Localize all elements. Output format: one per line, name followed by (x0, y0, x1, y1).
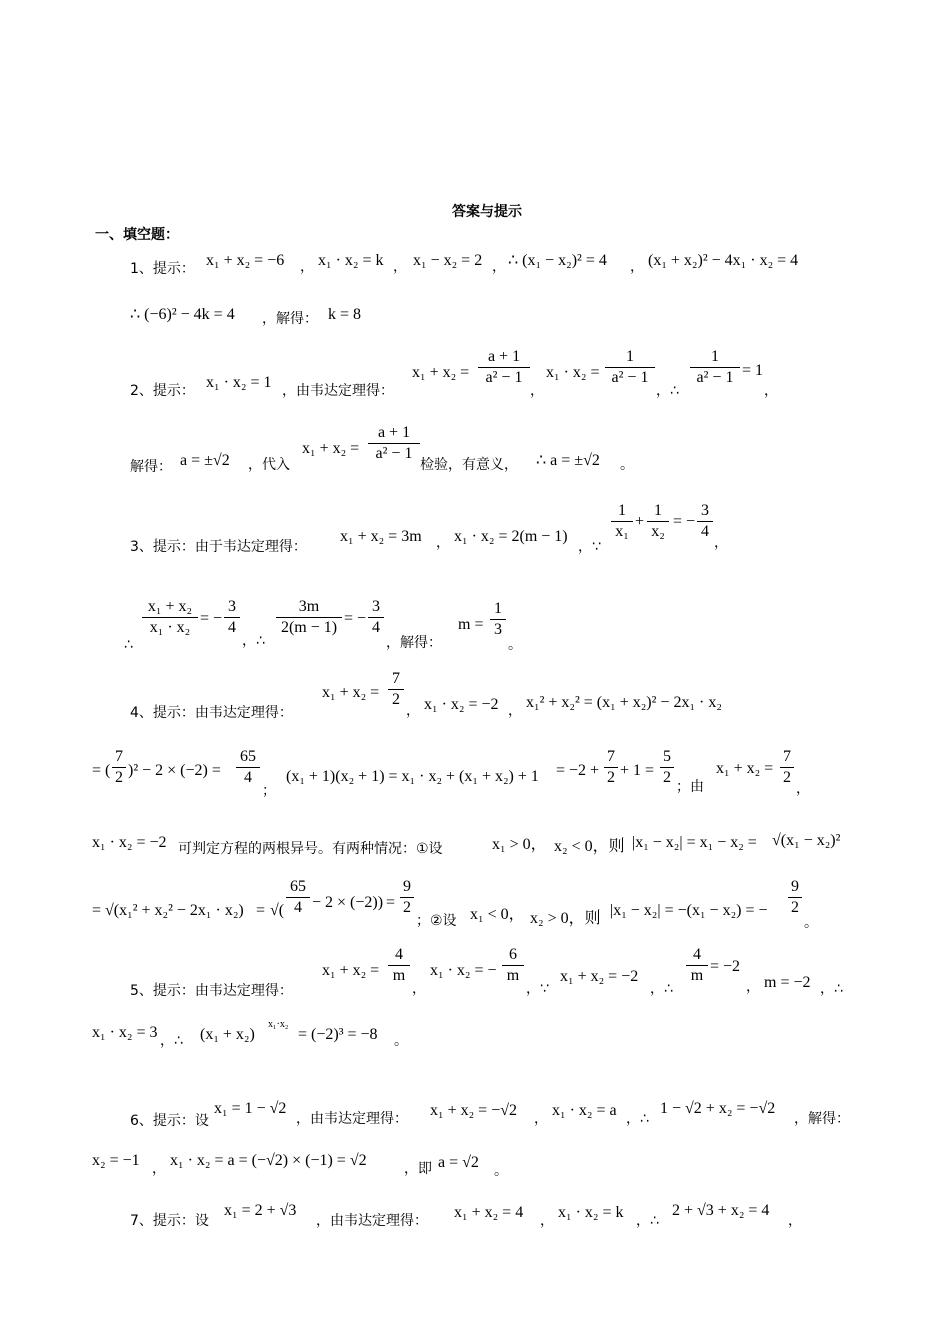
separator: ， (152, 1161, 166, 1177)
fraction (660, 748, 674, 787)
math-expr: x₁ · x₂ = (546, 364, 600, 381)
fraction (368, 598, 384, 637)
numerator: 1 (654, 502, 662, 519)
numerator: a + 1 (487, 348, 521, 365)
math-expr: (x₁ + x₂)² − 4x₁ · x₂ = 4 (648, 252, 799, 269)
separator: ， (492, 259, 506, 275)
because: ，∵ (526, 981, 549, 997)
denominator: m (690, 967, 704, 984)
fraction (604, 748, 618, 787)
numerator: 3 (701, 502, 709, 519)
separator: ， (393, 259, 407, 275)
text: ，即 (404, 1161, 432, 1177)
numerator: 7 (607, 748, 615, 765)
math-expr: x₁ + x₂ = (322, 962, 380, 979)
numerator: 65 (290, 878, 306, 895)
separator: ， (630, 259, 644, 275)
math-expr: x₂ = −1 (92, 1152, 140, 1169)
math-expr: 1 − √2 + x₂ = −√2 (660, 1100, 776, 1117)
math-expr: = −2 (710, 958, 741, 975)
math-expr: (x₁ + 1)(x₂ + 1) = x₁ · x₂ + (x₁ + x₂) + 1 (286, 768, 539, 785)
math-expr: m = (458, 616, 484, 633)
problem-3-label: 3、提示：由于韦达定理得： (130, 539, 307, 555)
separator: ， (534, 1111, 548, 1127)
numerator: 1 (494, 600, 502, 617)
fraction (690, 348, 740, 387)
text: ，解得： (794, 1111, 850, 1127)
denominator: x₁ (615, 523, 629, 540)
fraction (647, 502, 669, 541)
math-expr: ∴ (x₁ − x₂)² = 4 (508, 252, 607, 269)
denominator: 3 (494, 621, 502, 638)
period: 。 (394, 1033, 408, 1049)
math-expr: 2 + √3 + x₂ = 4 (672, 1202, 770, 1219)
separator: ， (714, 535, 728, 551)
numerator: x₁ + x₂ (147, 598, 193, 615)
numerator: 1 (626, 348, 634, 365)
math-expr: x₁ + x₂ = (716, 760, 774, 777)
numerator: 9 (403, 878, 411, 895)
numerator: 7 (783, 748, 791, 765)
text: ，由韦达定理得： (282, 383, 394, 399)
math-expr: = ( (92, 762, 111, 779)
text: ；②设 (416, 913, 457, 929)
numerator: 7 (392, 670, 400, 687)
math-expr: x₁ · x₂ = 1 (206, 374, 272, 391)
separator: ， (508, 703, 522, 719)
math-expr: + 1 = (620, 762, 655, 779)
denominator: 2 (403, 899, 411, 916)
math-expr: x₁ = 1 − √2 (214, 1100, 287, 1117)
math-expr: x₁ + x₂ = −√2 (430, 1102, 518, 1119)
math-expr: = −2 + (556, 762, 600, 779)
numerator: 5 (663, 748, 671, 765)
math-expr: x₁ · x₂ = 3 (92, 1024, 158, 1041)
math-expr: k = 8 (328, 306, 362, 323)
numerator: 6 (509, 946, 517, 963)
fraction (686, 946, 708, 985)
math-expr: = − (200, 610, 223, 627)
denominator: 2 (115, 769, 123, 786)
fraction (697, 502, 713, 541)
therefore: ，∴ (626, 1111, 649, 1127)
denominator: 2 (791, 899, 799, 916)
math-expr: ∴ a = ±√2 (536, 452, 600, 469)
fraction (224, 598, 240, 637)
math-expr: = (256, 902, 266, 919)
section-heading: 一、填空题： (95, 227, 179, 243)
math-expr: x₁ > 0， (492, 836, 547, 853)
separator: ， (412, 981, 426, 997)
math-expr: x₁ + x₂ = −2 (560, 968, 639, 985)
math-expr: x₂ > 0，则 (530, 910, 601, 927)
math-expr: a = √2 (438, 1154, 479, 1171)
math-expr: x₁ + x₂ = 3m (340, 528, 422, 545)
text: ，解得： (262, 311, 318, 327)
fraction (112, 748, 126, 787)
text: 检验，有意义， (420, 457, 518, 473)
text: ，由韦达定理得： (296, 1111, 408, 1127)
page-title: 答案与提示 (452, 204, 522, 220)
separator: ， (764, 383, 778, 399)
math-expr: x₁ + x₂ = (322, 684, 380, 701)
numerator: 4 (395, 946, 403, 963)
fraction (502, 946, 524, 985)
math-expr: x₁ + x₂ = (412, 364, 470, 381)
math-expr: (x₁ + x₂) (200, 1026, 255, 1043)
math-expr: x₁ + x₂ = (302, 440, 360, 457)
math-expr: x₁ · x₂ = a (552, 1102, 617, 1119)
separator: ， (300, 259, 314, 275)
math-expr: x₁ − x₂ = 2 (413, 252, 483, 269)
denominator: 4 (244, 769, 252, 786)
fraction (142, 598, 198, 637)
numerator: a + 1 (377, 424, 411, 441)
denominator: a² − 1 (611, 369, 649, 386)
numerator: 1 (711, 348, 719, 365)
text: 解得： (130, 459, 172, 475)
denominator: 4 (701, 523, 709, 540)
fraction (286, 878, 310, 917)
fraction (478, 348, 530, 387)
separator: ， (530, 383, 544, 399)
math-expr: x₁ + x₂ = 4 (454, 1204, 524, 1221)
problem-1-label: 1、提示： (130, 261, 195, 277)
math-expr: − 2 × (−2)) (312, 894, 384, 911)
numerator: 65 (240, 748, 256, 765)
denominator: a² − 1 (485, 369, 523, 386)
math-expr: x₁ · x₂ = −2 (92, 834, 167, 851)
numerator: 3 (228, 598, 236, 615)
period: 。 (804, 915, 818, 931)
denominator: x₁ · x₂ (149, 619, 191, 636)
therefore: ∴ (124, 637, 133, 653)
math-expr: x₁ · x₂ = 2(m − 1) (454, 528, 568, 545)
math-expr: |x₁ − x₂| = −(x₁ − x₂) = − (610, 902, 768, 919)
text: ，由韦达定理得： (316, 1213, 428, 1229)
math-expr: x₁ · x₂ = − (430, 962, 497, 979)
math-expr: a = ±√2 (180, 452, 230, 469)
numerator: 4 (693, 946, 701, 963)
problem-2-label: 2、提示： (130, 383, 195, 399)
fraction (236, 748, 260, 787)
therefore: ，∴ (242, 633, 265, 649)
denominator: x₂ (651, 523, 665, 540)
math-expr: x₁ < 0， (470, 906, 525, 923)
math-expr: = − (344, 610, 367, 627)
period: 。 (620, 457, 634, 473)
denominator: 2 (392, 691, 400, 708)
fraction (490, 600, 506, 639)
numerator: 3 (372, 598, 380, 615)
denominator: m (506, 967, 520, 984)
denominator: 2(m − 1) (280, 619, 338, 636)
denominator: 4 (372, 619, 380, 636)
math-expr: x₁ = 2 + √3 (224, 1202, 297, 1219)
separator: ， (796, 781, 810, 797)
numerator: 7 (115, 748, 123, 765)
separator: ， (540, 1213, 554, 1229)
text: ，代入 (248, 457, 290, 473)
fraction (388, 946, 410, 985)
math-expr: x₁ · x₂ = −2 (424, 696, 499, 713)
math-expr: = (386, 894, 396, 911)
fraction (605, 348, 655, 387)
math-expr: x₁ · x₂ = a = (−√2) × (−1) = √2 (170, 1152, 367, 1169)
text: 可判定方程的两根异号。有两种情况：①设 (178, 841, 443, 857)
separator: ， (436, 535, 450, 551)
math-expr: x₁² + x₂² = (x₁ + x₂)² − 2x₁ · x₂ (526, 694, 722, 711)
separator: ， (788, 1213, 802, 1229)
problem-6-label: 6、提示：设 (130, 1113, 209, 1129)
math-expr: √( (270, 902, 285, 919)
numerator: 1 (618, 502, 626, 519)
math-expr: x₁ · x₂ = k (318, 252, 384, 269)
denominator: a² − 1 (375, 445, 413, 462)
problem-7-label: 7、提示：设 (130, 1213, 209, 1229)
math-expr: ∴ (−6)² − 4k = 4 (130, 306, 235, 323)
fraction (611, 502, 633, 541)
fraction (276, 598, 342, 637)
problem-5-label: 5、提示：由韦达定理得： (130, 983, 293, 999)
therefore: ，∴ (656, 383, 679, 399)
period: 。 (494, 1163, 508, 1179)
numerator: 3m (298, 598, 320, 615)
problem-4-label: 4、提示：由韦达定理得： (130, 705, 293, 721)
fraction (780, 748, 794, 787)
therefore: ，∴ (636, 1213, 659, 1229)
denominator: a² − 1 (696, 369, 734, 386)
denominator: 2 (783, 769, 791, 786)
plus-sign: + (635, 513, 645, 530)
therefore: ，∴ (160, 1033, 183, 1049)
math-expr: √(x₁ − x₂)² (772, 832, 841, 849)
denominator: 2 (607, 769, 615, 786)
text: ；由 (676, 779, 704, 795)
separator: ， (406, 703, 420, 719)
separator: ， (746, 979, 760, 995)
fraction (388, 670, 404, 709)
exponent: x₁·x₂ (268, 1019, 289, 1030)
therefore: ，∴ (820, 981, 843, 997)
therefore: ，∴ (650, 981, 673, 997)
math-expr: = √(x₁² + x₂² − 2x₁ · x₂) (92, 902, 244, 919)
math-expr: = − (673, 513, 696, 530)
math-expr: m = −2 (764, 974, 811, 991)
because: ，∵ (578, 539, 601, 555)
period: 。 (508, 637, 522, 653)
math-expr: x₁ · x₂ = k (558, 1204, 624, 1221)
separator: ； (262, 783, 276, 799)
math-expr: |x₁ − x₂| = x₁ − x₂ = (632, 834, 757, 851)
denominator: m (392, 967, 406, 984)
math-expr: )² − 2 × (−2) = (128, 762, 221, 779)
fraction (400, 878, 414, 917)
denominator: 2 (663, 769, 671, 786)
math-expr: = 1 (742, 362, 764, 379)
numerator: 9 (791, 878, 799, 895)
fraction (368, 424, 420, 463)
math-expr: = (−2)³ = −8 (298, 1026, 378, 1043)
denominator: 4 (294, 899, 302, 916)
text: ，解得： (386, 635, 442, 651)
fraction (788, 878, 802, 917)
math-expr: x₂ < 0，则 (554, 838, 625, 855)
math-expr: x₁ + x₂ = −6 (206, 252, 285, 269)
denominator: 4 (228, 619, 236, 636)
